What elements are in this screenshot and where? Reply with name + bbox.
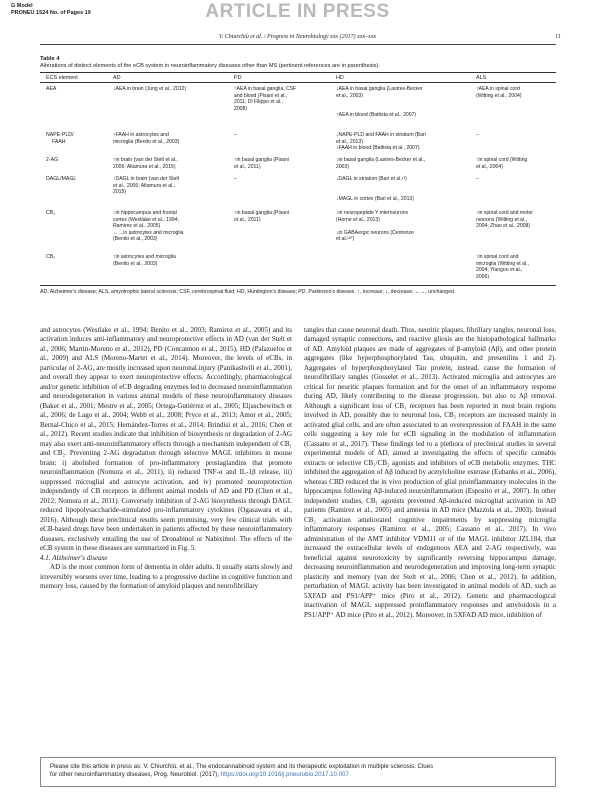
table-footnote: AD, Alzheimer's disease; ALS, amyotrophic lateral sclerosis; CSF, cerebrospinal fluid; HD, Huntington's disease; PD, Parkinson's disease. ↑, increase; ↓, decrease; ←→, unchanged.	[40, 289, 456, 295]
table-cell-ad	[113, 86, 228, 93]
cell-line: ↑DAGL in brain (van der Stelt	[113, 176, 180, 182]
row-label-line: CB₂	[46, 254, 56, 260]
table-label: Table 4	[40, 56, 60, 62]
citation-line-2	[50, 771, 546, 779]
cell-line: et al., 2004)	[476, 163, 503, 170]
table-header-ecs: ECS element	[46, 75, 78, 81]
table-cell-hd	[336, 132, 470, 152]
cell-line: ↓FAAH in blood (Battista et al., 2007)	[336, 145, 420, 151]
cell-line: –	[476, 176, 479, 182]
cell-line: ↑in brain (van der Stelt et al.,	[113, 157, 178, 163]
table-row-label	[46, 176, 76, 183]
table-cell-pd	[234, 210, 330, 223]
running-head: V. Chiurchiù et al. / Progress in Neurobiology xxx (2017) xxx–xxx	[218, 34, 377, 40]
cell-line: ↓in neuropeptide Y interneurons	[336, 210, 409, 216]
table-cell-hd	[336, 157, 470, 170]
cell-line: ↑in spinal cord and	[476, 254, 519, 260]
cell-line: ↑AEA in spinal cord	[476, 86, 520, 92]
table-cell-als	[476, 210, 554, 230]
table-cell-als	[476, 176, 554, 183]
cell-line: ←→in astrocytes and microglia	[113, 229, 184, 236]
cell-line: ↑FAAH in astrocytes and	[113, 132, 169, 138]
cell-line: 2015)	[113, 189, 127, 195]
table-cell-ad	[113, 157, 228, 170]
table-bottom-rule	[40, 285, 556, 286]
table-header-rule	[40, 82, 556, 83]
body-paragraph: and astrocytes (Westlake et al., 1994; Benito et al., 2003; Ramirez et al., 2005) and its activation induces anti-inflammatory and neuroprotective effects in AD (van der Stelt et al., 2006; Martín-Moreno et al., 2012), PD (Concannon et al., 2015), HD (Palazuelos et al., 2009) and ALS (Moreno-Martet et al., 2014). Moreover, the levels of eCBs, in particular of 2-AG, are mostly increased upon neuronal injury (Panikashvili et al., 2001), and overall they appear to exert neuroprotective effects. Accordingly, pharmacological and/or genetic inhibition of eCB degrading enzymes led to decreased neuroinflammation and neurodegeneration in various animal models of these neuroinflammatory diseases (Baker et al., 2001; Mestre et al., 2005; Ortega-Gutiérrez et al., 2005; Eljaschewitsch et al., 2006; de Lago et al., 2004; Webb et al., 2008; Pryce et al., 2013; Amor et al., 2005; Bernal-Chico et al., 2015; Hernández-Torres et al., 2014; Brindisi et al., 2016; Chen et al., 2012). Recent studies indicate that inhibition of biosynthesis or degradation of 2-AG may also exert anti-neuroinflammatory effects through a mechanism independent of CB₁ and CB₂. Preventing 2-AG degradation through selective MAGL inhibitors in mouse brain: i) abolished formation of pro-inflammatory prostaglandins that promote neuroinflammation (Nomura et al., 2011), ii) reduced TNF-α and IL-1β release, iii) suppressed microglial and astrocyte activation, and iv) promoted neuroprotection independently of CB receptors in different animal models of AD and PD (Chen et al., 2012; Nomura et al., 2011). Conversely inhibition of 2-AG biosynthesis through DAGL reduced lipopolysaccharide-stimulated pro-inflammatory cytokines (Ogasawara et al., 2016). Although these preclinical results seem promising, very few clinical trials with eCB-based drugs have been undertaken in patients affected by these neuroinflammatory diseases, exclusively entailing the use of Dronabinol or Nabiximol. The effects of the eCB system in these diseases are summarized in Fig. 5.	[40, 326, 292, 553]
cell-line: ↑AEA in blood (Battista et al., 2007)	[336, 112, 417, 118]
row-label-line: 2-AG	[46, 157, 59, 163]
cell-line: ↑in spinal cord and motor	[476, 210, 533, 216]
cell-line: neurons (Witting et al.,	[476, 216, 527, 223]
cell-line: ↑in astrocytes and microglia	[113, 254, 176, 260]
cell-line: ↑in basal ganglia (Pisani	[234, 157, 289, 163]
table-cell-als	[476, 132, 554, 139]
table-header-pd: PD	[234, 75, 242, 81]
table-header-als: ALS	[476, 75, 487, 81]
cell-line: 2004; Zhao et al., 2008)	[476, 223, 531, 229]
table-cell-hd	[336, 86, 470, 119]
cell-line: Ramirez et al., 2005)	[113, 223, 161, 229]
cell-line: ↓in hippocampus and frontal	[113, 210, 177, 216]
article-in-press-banner: ARTICLE IN PRESS	[205, 1, 390, 22]
table-caption: Alterations of distinct elements of the eCB system in neuroinflammatory diseases other than MS (pertinent references are in parenthesis).	[40, 63, 380, 69]
table-cell-ad	[113, 176, 228, 196]
table-header-ad: AD	[113, 75, 121, 81]
table-cell-pd	[234, 176, 330, 183]
cell-line: et al., 2011)	[234, 163, 261, 170]
table-row-label	[46, 132, 73, 145]
table-cell-ad	[113, 254, 228, 267]
table-cell-ad	[113, 210, 228, 243]
cell-line: et al., 2003)	[336, 92, 363, 99]
cell-line: ↑in spinal cord (Witting	[476, 157, 528, 163]
page-number: 11	[555, 34, 561, 40]
cell-line: et al., 2013)	[336, 138, 363, 145]
header-rule	[40, 44, 556, 45]
table-cell-als	[476, 157, 554, 170]
table-row-label	[46, 254, 55, 261]
body-paragraph: tangles that cause neuronal death. Thus, neuritic plaques, fibrillary tangles, neuronal loss, damaged synaptic connections, and reactive gliosis are the histopathological hallmarks of AD. Amyloid plaques are made of aggregates of β-amyloid (Aβ), and other protein aggregates (like hyperphosphorylated Tau, ubiquitin, and presenilins 1 and 2). Aggregates of hyperphosphorylated Tau protein, instead, cause the formation of neurofibrillary tangles (Gosselet et al., 2013). Activated microglia and astrocytes are critical for neuritic plaques formation and for the onset of an inflammatory response during AD, likely contributing to the disease progression, but also to Aβ removal. Although a significant loss of CB₁ receptors has been reported in most brain regions involved in AD, possibly due to neuronal loss, CB₂ receptors are increased mainly in activated glial cells, and are often associated to an overexpression of FAAH in the same cells suggesting a key role for eCB signaling in the modulation of inflammation (Cassano et al., 2017). These findings led to a plethora of preclinical studies in several experimental models of AD, aimed at investigating the effects of specific cannabis extracts or selective CB₁/CB₂ agonists and inhibitors of eCB metabolic enzymes. THC inhibited the aggregation of Aβ induced by acetylcholine esterase (Eubanks et al., 2006), whereas CBD reduced the in vivo production of glial proinflammatory molecules in the hippocampus following Aβ-induced neuroinflammation (Esposito et al., 2007). In other independent studies, CB₁ agonists prevented Aβ-induced microglial activation in AD patients (Ramirez et al., 2005) and amnesia in AD mice (Mazzola et al., 2003). Instead CB₂ activation ameliorated cognitive impairments by suppressing microglia inflammatory responses (Ramirez et al., 2005; Cassano et al., 2017). In vivo administration of the AMT inhibitor VDM11 or of the MAGL inhibitor JZL184, that increased the extracellular levels of endogenous AEA and 2-AG respectively, was beneficial against neurotoxicity by significantly reversing hippocampus damage, decreasing neuroinflammation and neurodegeneration and improving long-term synaptic plasticity and memory (van der Stelt et al., 2006; Chen et al., 2012). In addition, perturbation of MAGL activity has been investigated in animal models of AD, such as 5XFAD and PS1/APP⁺ mice (Piro et al., 2012). Genetic and pharmacological inactivation of MAGL suppressed proinflammatory responses and amyloidosis in a PS1/APP⁺ AD mice (Piro et al., 2012). Moreover, in 5XFAD AD mice, inhibition of	[304, 326, 556, 619]
cell-line: ↓MAGL in cortex (Bari et al., 2013)	[336, 195, 414, 202]
cell-line: 2006)	[476, 273, 490, 280]
cell-line: cortex (Westlake et al., 1994;	[113, 216, 179, 223]
cell-line: ↑in basal ganglia (Pisani	[234, 210, 289, 216]
cell-line: (Horne et al., 2013)	[336, 216, 380, 223]
cell-line: –	[234, 176, 237, 182]
cell-line: 2011; Di Filippo et al.,	[234, 99, 283, 105]
table-top-rule	[40, 72, 556, 73]
cell-line: 2003)	[336, 163, 350, 170]
cell-line: (Benito et al., 2003)	[113, 260, 158, 267]
left-column	[40, 326, 292, 592]
row-label-line: FAAH	[52, 138, 66, 145]
cell-line: ↓AEA in basal ganglia (Lastres-Becker	[336, 86, 423, 92]
cell-line: et al., 2006; Altamura et al.,	[113, 182, 176, 189]
table-cell-ad	[113, 132, 228, 145]
journal-pages-label: PRONEU 1524 No. of Pages 19	[11, 9, 91, 16]
table-cell-pd	[234, 157, 330, 170]
citation-line-1: Please cite this article in press as: V. Chiurchiù, et al., The endocannabinoid system and its therapeutic exploitation in multiple sclerosis: Clues	[50, 763, 434, 770]
table-header-hd: HD	[336, 75, 344, 81]
citation-notice	[40, 757, 556, 787]
table-row-label	[46, 86, 56, 93]
cell-line: microglia (Witting et al.,	[476, 260, 529, 267]
cell-line: –	[476, 132, 479, 138]
table-cell-pd	[234, 132, 330, 139]
cell-line: ↓in basal ganglia (Lastres-Becker et al.,	[336, 157, 426, 163]
cell-line: 2006; Altamura et al., 2015)	[113, 163, 176, 170]
model-label: G Model	[11, 3, 33, 9]
cell-line: ↓NAPE-PLD and FAAH in striatum (Bari	[336, 132, 426, 138]
cell-line: 2008)	[234, 105, 248, 112]
cell-line: et al., 2011)	[234, 216, 261, 223]
cell-line: and blood (Pisani et al.,	[234, 92, 288, 99]
cell-line: ↑AEA in basal ganglia, CSF	[234, 86, 297, 92]
cell-line: ↓AEA in brain (Jung et al., 2012)	[113, 86, 187, 92]
table-cell-hd	[336, 176, 470, 202]
row-label-line: CB₁	[46, 210, 55, 216]
cell-line: ↓DAGL in striatum (Bari et al.¹³)	[336, 176, 407, 182]
cell-line: (Witting et al., 2004)	[476, 92, 522, 99]
row-label-line: DAGL/MAGL	[46, 176, 77, 182]
cell-line: et al.¹²⁰)	[336, 236, 355, 242]
table-cell-als	[476, 86, 554, 99]
section-heading: 4.1. Alzheimer's disease	[40, 553, 108, 562]
table-row-label	[46, 157, 58, 164]
table-row-label	[46, 210, 55, 217]
cell-line: microglia (Benito et al., 2003)	[113, 138, 180, 145]
right-column	[304, 326, 556, 620]
row-label-line: AEA	[46, 86, 57, 92]
row-label-line: NAPE-PLD/	[46, 132, 74, 138]
body-paragraph: AD is the most common form of dementia in older adults. It usually starts slowly and irreversibly worsens over time, leading to a progressive decline in cognitive function and memory loss, caused by the formation of amyloid plaques and neurofibrillary	[40, 563, 292, 591]
cell-line: (Benito et al., 2003)	[113, 236, 158, 242]
table-cell-hd	[336, 210, 470, 243]
doi-link[interactable]: https://doi.org/10.1016/j.pneurobio.2017.10.007	[220, 771, 349, 778]
cell-line: –	[234, 132, 237, 138]
citation-journal: for other neuroinflammatory diseases, Prog. Neurobiol. (2017),	[50, 771, 221, 778]
table-cell-als	[476, 254, 554, 280]
article-meta	[11, 3, 91, 16]
cell-line: 2004; Yiangou et al.,	[476, 267, 523, 273]
table-cell-pd	[234, 86, 330, 112]
cell-line: ↓in GABAergic neurons (Centonze	[336, 229, 414, 236]
